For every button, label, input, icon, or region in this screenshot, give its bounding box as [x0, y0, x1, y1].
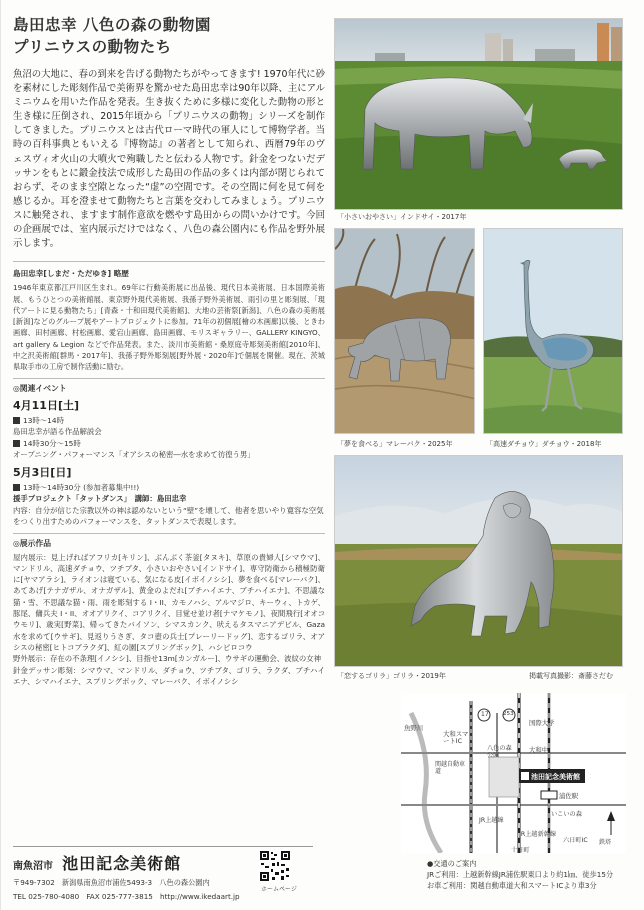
works-drawings: 針金デッサン彫刻：シマウマ、マンドリル、ダチョウ、ツチブタ、ゴリラ、ラクダ、ブチハイエナ、シマハイエナ、スプリングボック、マレーバク、イボイノシシ: [13, 665, 325, 686]
events-heading: ◎関連イベント: [13, 383, 67, 393]
map-label-river: 魚野川: [404, 724, 424, 732]
map-label-tower: 鉄塔: [599, 839, 612, 846]
photo-rhino: [334, 18, 623, 210]
map-label-station: 浦佐駅: [559, 792, 579, 800]
event-desc: 内容：自分が信じた宗教以外の神は認めないという“壁”を壊して、他者を思いやり寛容な空気をつくり出すためのパフォーマンスを、タットダンスで表現します。: [13, 505, 324, 527]
event-item: 14時30分～15時: [13, 438, 325, 450]
access-heading: ●交通のご案内: [427, 859, 477, 868]
museum-name: 池田記念美術館: [62, 854, 182, 873]
event-item: 13時～14時: [13, 415, 325, 427]
map-label-kanetsu: 関越自動車道: [435, 761, 466, 775]
museum-address: 〒949-7302 新潟県南魚沼市浦佐5493-3 八色の森公園内: [13, 878, 210, 887]
caption-rhino: 「小さいおやさい」インドサイ・2017年: [337, 213, 467, 221]
bio-text: 1946年東京都江戸川区生まれ。69年に行動美術展に出品後、現代日本美術展、日本国際美術展、もうひとつの美術館展、東京野外現代美術展、我孫子野外美術展、雨引の里と彫刻展、「現代アートに見る動物たち」[青森・十和田現代美術館]、大地の芸術祭[新潟]、八色の森の美術展[新潟]などのグループ展やアートプロジェクトに参加。71年の初個展[檜の木画廊]以後、ときわ画廊、田村画廊、村松画廊、愛宕山画廊、島田画廊、モリスギャラリー、GALLERY KINGYO、art gallery & Legion などで作品発表。また、淡川市美術館・桑原庭寺彫刻美術館[2010年]、中之沢美術館[群馬・2017年]、我孫子野外彫刻展[野外展・2020年]で個展を開催。現在、茨城県取手市の工房で制作活動に励む。: [13, 283, 325, 372]
works-indoor: 屋内展示：見上げればアフリカ[キリン]、ぶんぶく茶釜[タヌキ]、草原の貴婦人[シマウマ]、マンドリル、高速ダチョウ、ツチブタ、小さいおやさい[インドサイ]、専守防衛から積極防衛に[ヤマアラシ]、ライオンは寝ている、気になる皮[イボイノシシ]、夢を食べる[マレーバク]、あてあげ[テナガザル、オナガザル]、黄金のよだれ[ブチハイエナ、ブチハイエナ]、不思議な猫・雪、不思議な猫・雨、雨を彫刻する I・II、カモノハシ、アルマジロ、キーウィ、トカゲ、豚尾、傭兵夫 I・II、オオアリクイ、コアリクイ、目覚せ並け者[ナマケモノ]、夜間飛行[オオコウモリ]、歳実[野菜]、帰ってきたバイソン、シマスカンク、吠えるタスマニアデビル、Gaza水を求めて[ウサギ]、見返りうさぎ、タコ壺の兵士[プレーリードッグ]、恋するゴリラ、オアシスの秘密[ヒトコブラクダ]、紅の園[スプリングボック]、ハシビロコウ: [13, 552, 325, 652]
qr-label: ホームページ: [261, 886, 297, 893]
city-name: 南魚沼市: [13, 861, 53, 872]
map-label-park: 八色の森公園: [487, 745, 512, 759]
map-label-ikoi: いこいの森: [551, 811, 582, 818]
title-line1: 島田忠幸 八色の森の動物園: [13, 16, 211, 34]
photo-tapir: [334, 228, 475, 434]
map-label-jr-joetsu: JR上越線: [479, 817, 504, 824]
map-label-rokkamachi: 六日町IC: [563, 837, 588, 844]
works-outdoor: 野外展示：存在の不条理[イノシシ]、目指せ13m[カンガルー]、ウサギの運動会、波紋の女神: [13, 654, 322, 664]
bullet-icon: [13, 484, 20, 491]
divider: [13, 378, 325, 379]
photo-gorilla: [334, 455, 623, 667]
map-label-chu: 大和中: [529, 746, 549, 754]
intro-text: 魚沼の大地に、春の到来を告げる動物たちがやってきます! 1970年代に砂を素材にした彫刻作品で美術界を驚かせた島田忠幸は90年以降、主にアルミニウムを用いた作品を発表。生き抜くために多様に変化した動物の形と生き様に圧倒され、2015年頃から「プリニウスの動物」シリーズを制作してきました。プリニウスとは古代ローマ時代の軍人にして博物学者。当時の百科事典ともいえる『博物誌』の著者として知られ、西暦79年のヴェスヴィオ火山の大噴火で殉職したと伝わる人物です。針金をつないだデッサンをもとに鍛金技法で成形した島田の作品の多くは内部が閉じられておらず、そのまま空隙となった“虚”の空間です。その空間に何を見て何を感じるか。耳を澄ませて動物たちと言葉を交わしてみましょう。プリニウスに触発され、ますます制作意欲を燃やす島田からの問いかけです。今回の企画展では、室内展示だけではなく、八色の森公園内にも作品を野外展示します。: [13, 69, 325, 250]
photo-credit: 掲載写真撮影：斎藤さだむ: [529, 672, 613, 680]
qr-code-icon[interactable]: [259, 850, 291, 882]
event-item: 13時～14時30分 (参加者募集中!!): [13, 482, 325, 494]
event-desc: オープニング・パフォーマンス「オアシスの秘密―水を求めて彷徨う男」: [13, 450, 255, 460]
access-info: [427, 858, 637, 891]
event-desc: 島田忠幸が語る作品解説会: [13, 427, 102, 437]
works-heading: ◎展示作品: [13, 538, 51, 548]
access-train: JRご利用：上越新幹線JR浦佐駅東口より約1㎞、徒歩15分: [427, 870, 614, 879]
map-route-17: 17: [481, 711, 489, 718]
bio-heading: 島田忠幸[しまだ・ただゆき] 略歴: [13, 269, 129, 279]
divider: [13, 533, 325, 534]
divider: [13, 261, 325, 262]
bullet-icon: [13, 440, 20, 447]
map-label-smart-ic: 大和スマートIC: [443, 730, 469, 745]
map-label-tokamachi: 十日町: [511, 847, 530, 854]
event-date-1: 4月11日[土]: [13, 398, 80, 412]
footer-divider: [13, 846, 313, 847]
caption-tapir: 「夢を食べる」マレーバク・2025年: [337, 440, 453, 448]
caption-gorilla: 「恋するゴリラ」ゴリラ・2019年: [337, 672, 446, 680]
map-label-museum: 池田記念美術館: [531, 773, 580, 781]
caption-ostrich: 「高速ダチョウ」ダチョウ・2018年: [486, 440, 602, 448]
access-map[interactable]: [401, 693, 626, 853]
map-label-university: 国際大学: [529, 719, 555, 727]
bullet-icon: [13, 417, 20, 424]
title-line2: プリニウスの動物たち: [13, 38, 172, 56]
photo-ostrich: [483, 228, 623, 434]
map-label-shinkansen: JR上越新幹線: [519, 831, 557, 838]
museum-contact: TEL 025-780-4080 FAX 025-777-3815 http://www.ikedaart.jp: [13, 892, 240, 901]
map-route-253: 253: [503, 711, 514, 717]
event-project: 援手プロジェクト「タットダンス」 講師：島田忠幸: [13, 494, 187, 504]
event-date-2: 5月3日[日]: [13, 465, 72, 479]
left-column: [13, 14, 325, 687]
access-car: お車ご利用：関越自動車道大和スマートICより車3分: [427, 881, 597, 890]
